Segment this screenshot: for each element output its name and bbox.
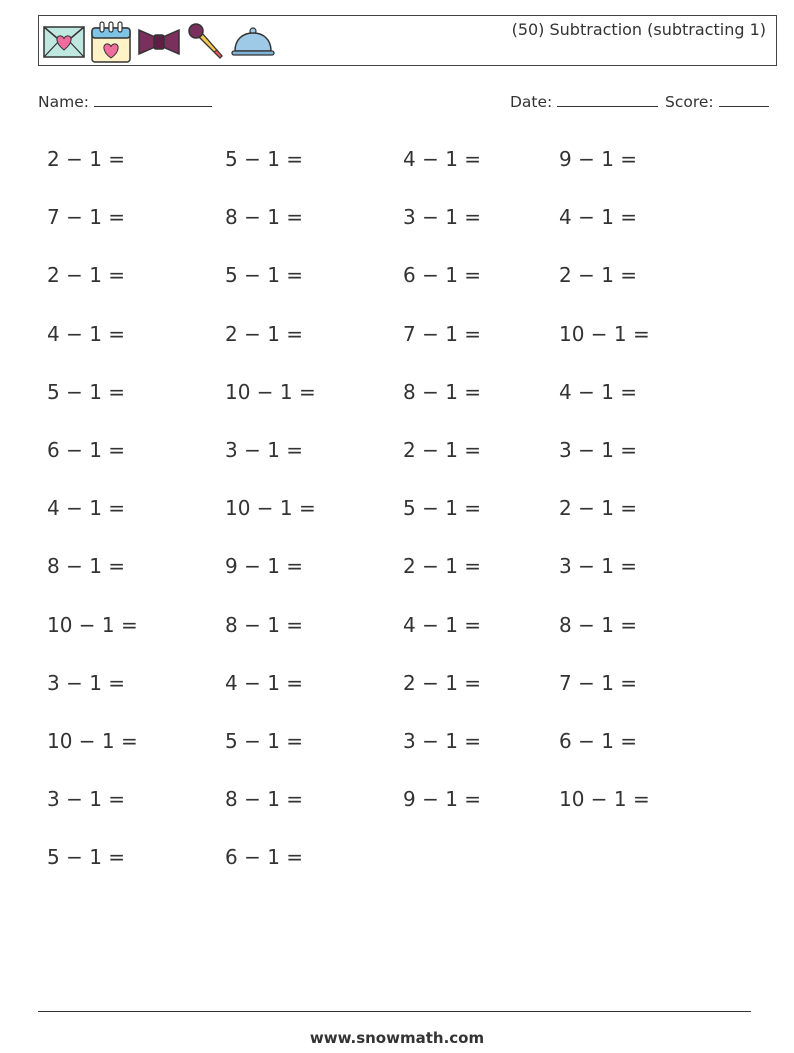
date-field: [510, 92, 658, 111]
date-blank[interactable]: [557, 92, 658, 107]
date-label: Date:: [510, 93, 553, 111]
worksheet-header: [38, 15, 777, 66]
problem-item: 2 − 1 =: [47, 147, 126, 171]
score-blank[interactable]: [719, 92, 769, 107]
problem-item: 2 − 1 =: [403, 438, 482, 462]
heart-calendar-icon: [90, 20, 132, 64]
problem-item: 5 − 1 =: [403, 496, 482, 520]
problem-item: 3 − 1 =: [225, 438, 304, 462]
problem-item: 3 − 1 =: [47, 671, 126, 695]
score-field: [665, 92, 769, 111]
problem-item: 9 − 1 =: [403, 787, 482, 811]
problem-item: 5 − 1 =: [225, 729, 304, 753]
problem-item: 6 − 1 =: [403, 263, 482, 287]
problem-item: 4 − 1 =: [225, 671, 304, 695]
problem-item: 10 − 1 =: [47, 613, 138, 637]
problem-item: 2 − 1 =: [47, 263, 126, 287]
problem-item: 9 − 1 =: [225, 554, 304, 578]
problem-item: 4 − 1 =: [47, 322, 126, 346]
problem-item: 3 − 1 =: [559, 554, 638, 578]
name-blank[interactable]: [94, 92, 212, 107]
problem-item: 4 − 1 =: [403, 147, 482, 171]
problem-item: 5 − 1 =: [47, 380, 126, 404]
problem-item: 10 − 1 =: [559, 322, 650, 346]
worksheet-title: (50) Subtraction (subtracting 1): [511, 20, 766, 39]
love-letter-icon: [42, 23, 86, 61]
problem-item: 5 − 1 =: [225, 263, 304, 287]
problem-item: 7 − 1 =: [47, 205, 126, 229]
problem-item: 10 − 1 =: [559, 787, 650, 811]
problem-item: 3 − 1 =: [559, 438, 638, 462]
problem-item: 3 − 1 =: [47, 787, 126, 811]
footer-site: www.snowmath.com: [309, 1029, 485, 1047]
problem-item: 5 − 1 =: [47, 845, 126, 869]
microphone-icon: [186, 22, 226, 62]
name-field: [38, 92, 212, 111]
problem-item: 10 − 1 =: [47, 729, 138, 753]
problem-item: 8 − 1 =: [47, 554, 126, 578]
problem-item: 6 − 1 =: [47, 438, 126, 462]
problem-item: 4 − 1 =: [403, 613, 482, 637]
problem-item: 4 − 1 =: [559, 380, 638, 404]
problem-item: 10 − 1 =: [225, 380, 316, 404]
problem-item: 2 − 1 =: [403, 671, 482, 695]
problem-item: 3 − 1 =: [403, 205, 482, 229]
name-label: Name:: [38, 93, 89, 111]
problem-item: 8 − 1 =: [403, 380, 482, 404]
problem-item: 2 − 1 =: [225, 322, 304, 346]
problem-item: 4 − 1 =: [559, 205, 638, 229]
bow-tie-icon: [136, 25, 182, 59]
problem-item: 6 − 1 =: [225, 845, 304, 869]
problem-item: 7 − 1 =: [559, 671, 638, 695]
problem-item: 6 − 1 =: [559, 729, 638, 753]
problem-item: 8 − 1 =: [559, 613, 638, 637]
footer-divider: [38, 1011, 751, 1012]
problem-item: 10 − 1 =: [225, 496, 316, 520]
problem-item: 8 − 1 =: [225, 205, 304, 229]
problem-item: 8 − 1 =: [225, 787, 304, 811]
problem-item: 2 − 1 =: [403, 554, 482, 578]
problem-item: 4 − 1 =: [47, 496, 126, 520]
food-cloche-icon: [230, 25, 276, 59]
problem-item: 9 − 1 =: [559, 147, 638, 171]
header-icons: [42, 20, 276, 64]
score-label: Score:: [665, 93, 714, 111]
problem-item: 3 − 1 =: [403, 729, 482, 753]
problem-item: 2 − 1 =: [559, 263, 638, 287]
problem-item: 5 − 1 =: [225, 147, 304, 171]
problem-item: 8 − 1 =: [225, 613, 304, 637]
problem-item: 7 − 1 =: [403, 322, 482, 346]
problem-item: 2 − 1 =: [559, 496, 638, 520]
